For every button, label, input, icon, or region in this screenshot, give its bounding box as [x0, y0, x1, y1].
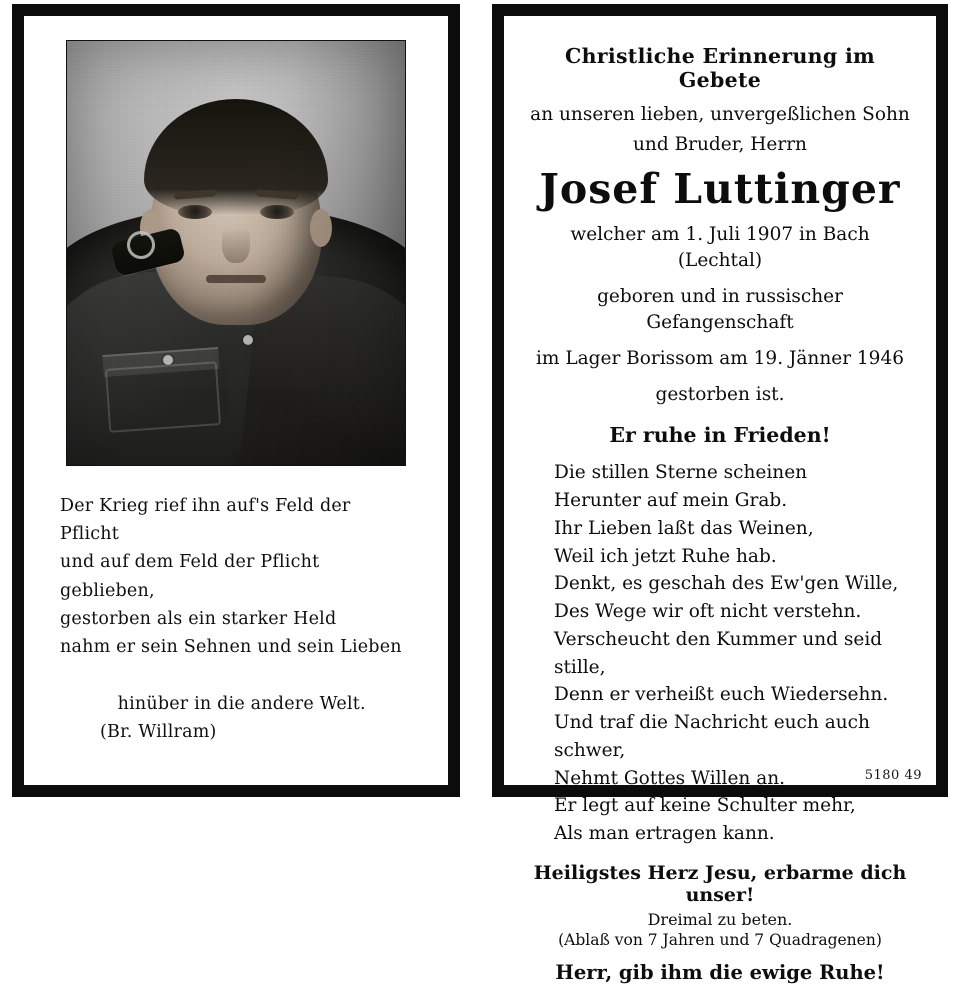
- poem-line: Er legt auf keine Schulter mehr,: [554, 795, 856, 817]
- invocation-line: Heiligstes Herz Jesu, erbarme dich unser!: [533, 861, 907, 906]
- poem-line: Denkt, es geschah des Ew'gen Wille,: [554, 573, 899, 595]
- biography-line: geboren und in russischer Gefangenschaft: [597, 285, 843, 333]
- poem-line: Ihr Lieben laßt das Weinen,: [554, 517, 814, 539]
- verse-line: hinüber in die andere Welt.: [117, 693, 366, 714]
- biography-line: gestorben ist.: [655, 383, 785, 405]
- poem-line: Herunter auf mein Grab.: [554, 490, 788, 512]
- left-verse: [60, 492, 412, 775]
- verse-attribution: (Br. Willram): [100, 722, 217, 743]
- poem-line: Weil ich jetzt Ruhe hab.: [554, 545, 777, 567]
- deceased-name: Josef Luttinger: [539, 165, 901, 214]
- rest-in-peace-line: Er ruhe in Frieden!: [609, 423, 831, 448]
- memorial-subheading-line: und Bruder, Herrn: [633, 133, 807, 155]
- indulgence-note: (Ablaß von 7 Jahren und 7 Quadragenen): [558, 930, 882, 949]
- poem-line: Als man ertragen kann.: [554, 823, 775, 845]
- invocation-note: Dreimal zu beten.: [647, 909, 793, 929]
- poem-line: Des Wege wir oft nicht verstehn.: [554, 601, 862, 623]
- poem-line: Die stillen Sterne scheinen: [554, 462, 808, 484]
- photo-vignette: [67, 41, 405, 465]
- left-card: [12, 4, 460, 797]
- reference-number: 5180 49: [864, 768, 922, 783]
- right-card-inner: [504, 16, 936, 984]
- portrait-photo: [66, 40, 406, 466]
- poem-line: Und traf die Nachricht euch auch schwer,: [554, 712, 870, 761]
- left-card-inner: [24, 16, 448, 785]
- verse-line: nahm er sein Sehnen und sein Lieben: [60, 637, 402, 658]
- biography-line: im Lager Borissom am 19. Jänner 1946: [536, 347, 904, 369]
- poem-line: Denn er verheißt euch Wiedersehn.: [554, 684, 889, 706]
- memorial-heading: Christliche Erinnerung im Gebete: [564, 44, 876, 92]
- verse-line: und auf dem Feld der Pflicht geblieben,: [60, 552, 326, 601]
- memorial-subheading-line: an unseren lieben, unvergeßlichen Sohn: [530, 104, 910, 125]
- verse-line: Der Krieg rief ihn auf's Feld der Pflicht: [60, 495, 357, 544]
- final-prayer-line: Herr, gib ihm die ewige Ruhe!: [555, 960, 885, 984]
- verse-line-with-attribution: [60, 662, 412, 775]
- biography-line: welcher am 1. Juli 1907 in Bach (Lechtal): [570, 224, 870, 272]
- verse-line: gestorben als ein starker Held: [60, 608, 337, 629]
- right-card: [492, 4, 948, 984]
- memorial-poem: [528, 459, 912, 848]
- poem-line: Verscheucht den Kummer und seid stille,: [554, 628, 883, 678]
- poem-line: Nehmt Gottes Willen an.: [554, 767, 786, 789]
